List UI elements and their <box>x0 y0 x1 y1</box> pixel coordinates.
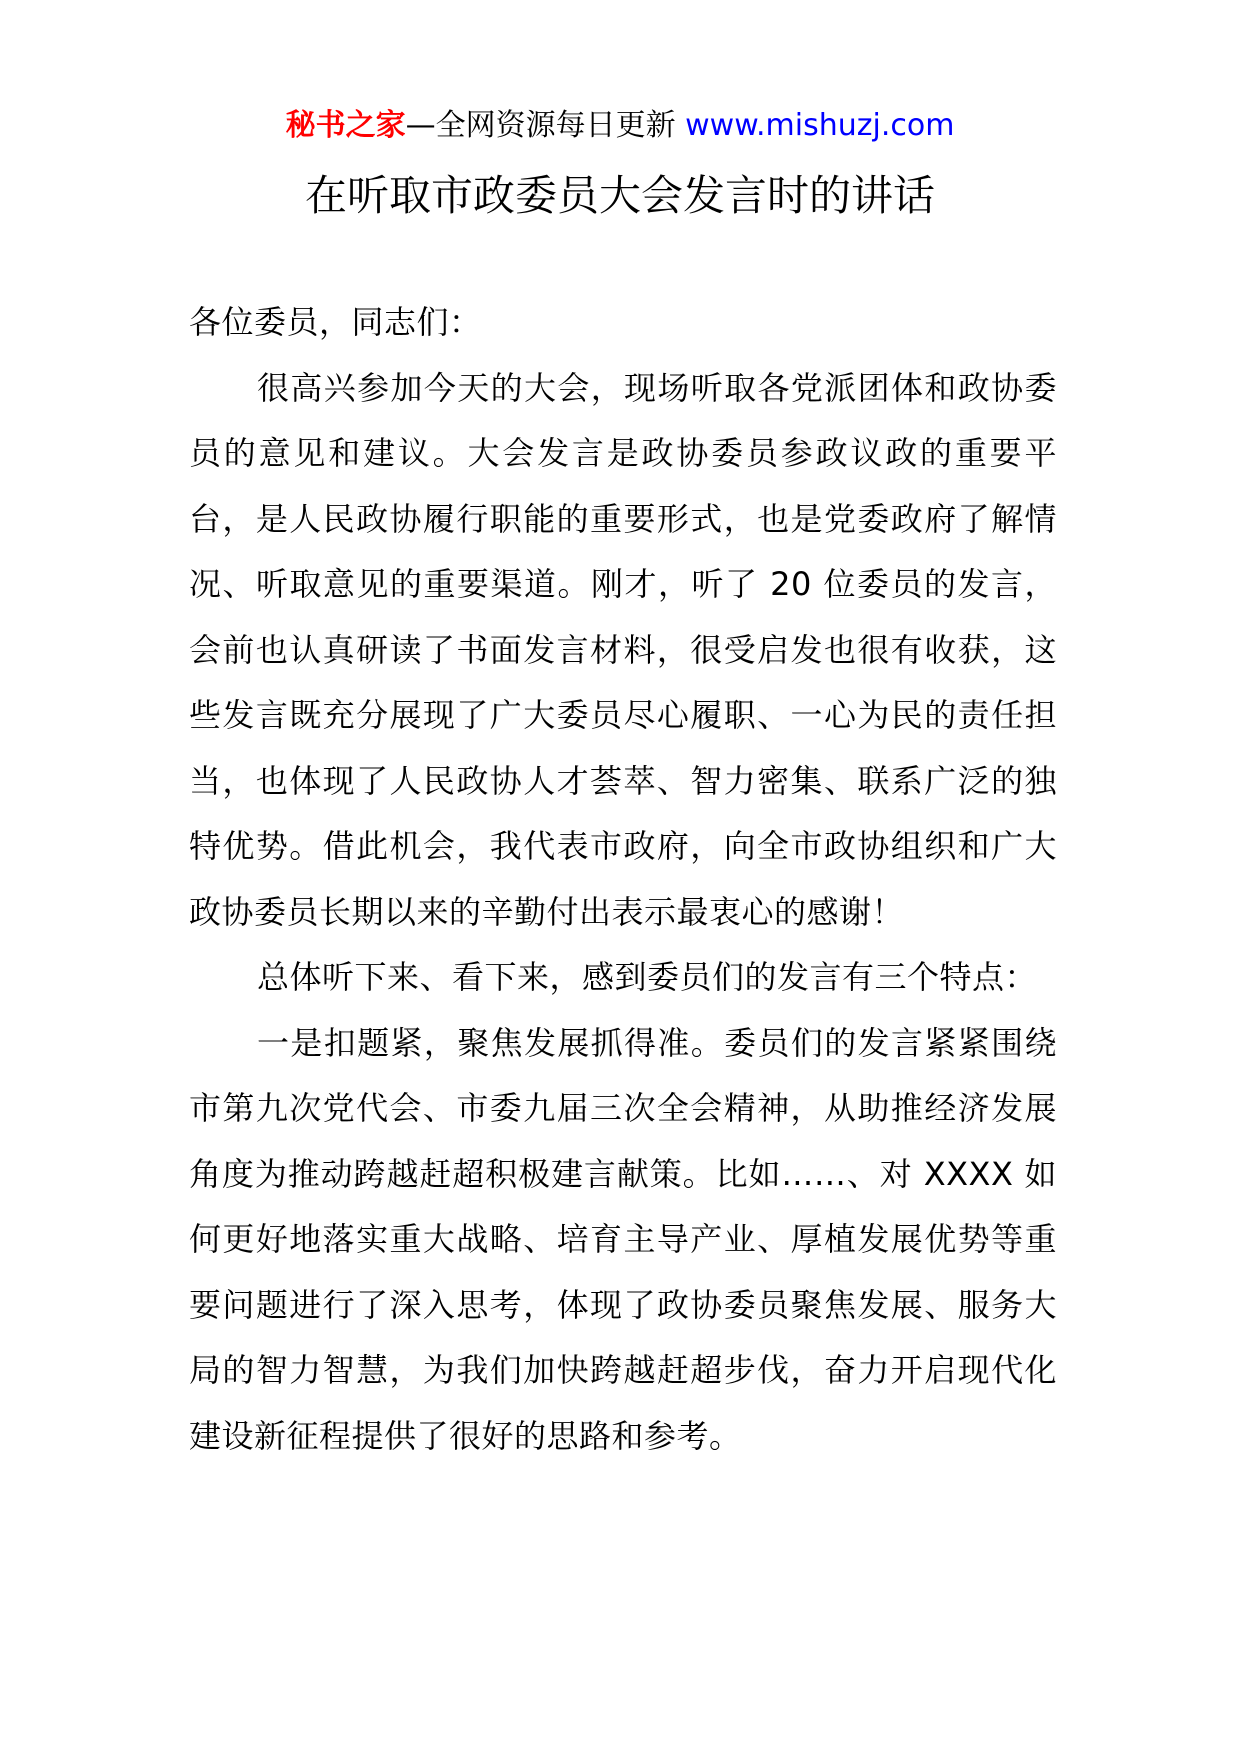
paragraph-intro: 很高兴参加今天的大会，现场听取各党派团体和政协委员的意见和建议。大会发言是政协委员参政议政的重要平台，是人民政协履行职能的重要形式，也是党委政府了解情况、听取意见的重要渠道。刚才，听了 20 位委员的发言，会前也认真研读了书面发言材料，很受启发也很有收获，这些发言既充分展现了广大委员尽心履职、一心为民的责任担当，也体现了人民政协人才荟萃、智力密集、联系广泛的独特优势。借此机会，我代表市政府，向全市政协组织和广大政协委员长期以来的辛勤付出表示最衷心的感谢！ <box>189 368 1057 931</box>
document-title: 在听取市政委员大会发言时的讲话 <box>304 171 935 220</box>
salutation: 各位委员，同志们： <box>189 303 482 341</box>
site-url-link[interactable]: www.mishuzj.com <box>685 108 955 143</box>
site-brand: 秘书之家 <box>285 108 406 143</box>
point-one-text: 委员们的发言紧紧围绕市第九次党代会、市委九届三次全会精神，从助推经济发展角度为推动跨越赶超积极建言献策。比如……、对 XXXX 如何更好地落实重大战略、培育主导产业、厚植发展优势等重要问题进行了深入思考，体现了政协委员聚焦发展、服务大局的智力智慧，为我们加快跨越赶超步伐，奋力开启现代化建设新征程提供了很好的思路和参考。 <box>189 1023 1057 1455</box>
site-header <box>0 104 1240 148</box>
paragraph-summary: 总体听下来、看下来，感到委员们的发言有三个特点： <box>257 958 1038 996</box>
point-one-lead: 一是扣题紧，聚焦发展抓得准。 <box>257 1023 725 1062</box>
site-tagline: —全网资源每日更新 <box>405 108 686 143</box>
paragraph-point-one <box>189 1011 1057 1470</box>
document-body <box>189 290 1057 1469</box>
